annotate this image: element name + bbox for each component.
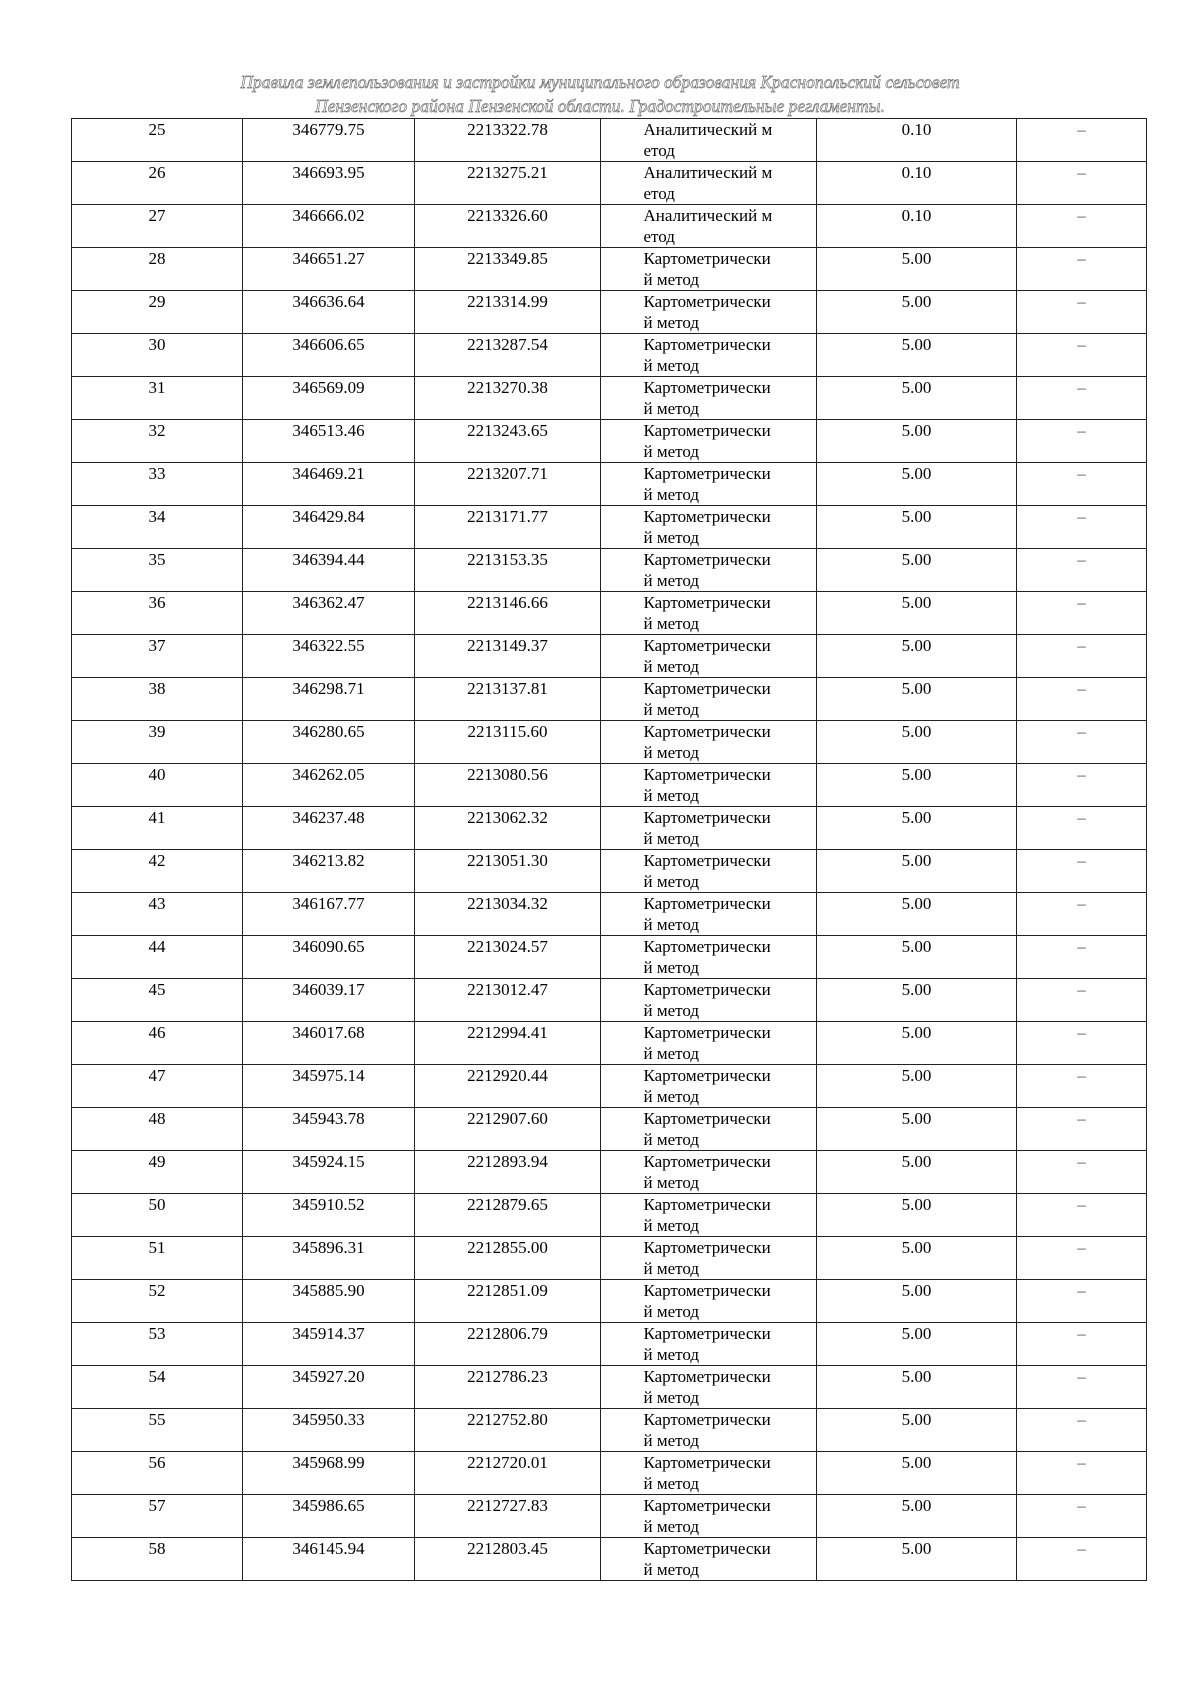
method-cell	[601, 1366, 817, 1409]
method-text: Аналитический метод	[643, 206, 773, 246]
x-coordinate-cell: 346017.68	[243, 1022, 415, 1065]
note-cell: –	[1017, 936, 1147, 979]
x-coordinate-cell: 346237.48	[243, 807, 415, 850]
point-number-cell: 26	[72, 162, 243, 205]
table-row	[72, 420, 1147, 463]
method-cell	[601, 549, 817, 592]
y-coordinate-cell: 2213275.21	[415, 162, 601, 205]
accuracy-cell: 5.00	[817, 1151, 1017, 1194]
method-cell	[601, 893, 817, 936]
accuracy-cell: 5.00	[817, 936, 1017, 979]
note-cell: –	[1017, 1065, 1147, 1108]
table-row	[72, 1538, 1147, 1581]
accuracy-cell: 5.00	[817, 377, 1017, 420]
accuracy-cell: 5.00	[817, 807, 1017, 850]
x-coordinate-cell: 345927.20	[243, 1366, 415, 1409]
method-cell	[601, 1409, 817, 1452]
y-coordinate-cell: 2212803.45	[415, 1538, 601, 1581]
x-coordinate-cell: 346469.21	[243, 463, 415, 506]
x-coordinate-cell: 345910.52	[243, 1194, 415, 1237]
table-row	[72, 1065, 1147, 1108]
y-coordinate-cell: 2213314.99	[415, 291, 601, 334]
method-text: Картометрический метод	[643, 1496, 771, 1536]
x-coordinate-cell: 345914.37	[243, 1323, 415, 1366]
y-coordinate-cell: 2213080.56	[415, 764, 601, 807]
note-cell: –	[1017, 592, 1147, 635]
note-cell: –	[1017, 1022, 1147, 1065]
point-number-cell: 34	[72, 506, 243, 549]
y-coordinate-cell: 2213137.81	[415, 678, 601, 721]
y-coordinate-cell: 2213207.71	[415, 463, 601, 506]
accuracy-cell: 5.00	[817, 506, 1017, 549]
method-cell	[601, 291, 817, 334]
table-row	[72, 807, 1147, 850]
accuracy-cell: 5.00	[817, 850, 1017, 893]
y-coordinate-cell: 2213153.35	[415, 549, 601, 592]
y-coordinate-cell: 2212893.94	[415, 1151, 601, 1194]
point-number-cell: 37	[72, 635, 243, 678]
method-cell	[601, 678, 817, 721]
accuracy-cell: 5.00	[817, 1237, 1017, 1280]
x-coordinate-cell: 346666.02	[243, 205, 415, 248]
point-number-cell: 33	[72, 463, 243, 506]
note-cell: –	[1017, 377, 1147, 420]
method-text: Картометрический метод	[643, 1539, 771, 1579]
method-cell	[601, 119, 817, 162]
point-number-cell: 43	[72, 893, 243, 936]
method-cell	[601, 463, 817, 506]
note-cell: –	[1017, 1538, 1147, 1581]
method-text: Картометрический метод	[643, 1066, 771, 1106]
accuracy-cell: 5.00	[817, 1495, 1017, 1538]
x-coordinate-cell: 346636.64	[243, 291, 415, 334]
point-number-cell: 31	[72, 377, 243, 420]
note-cell: –	[1017, 549, 1147, 592]
method-cell	[601, 1323, 817, 1366]
x-coordinate-cell: 346322.55	[243, 635, 415, 678]
accuracy-cell: 5.00	[817, 334, 1017, 377]
table-row	[72, 334, 1147, 377]
table-row	[72, 291, 1147, 334]
point-number-cell: 29	[72, 291, 243, 334]
method-text: Картометрический метод	[643, 1324, 771, 1364]
table-row	[72, 1022, 1147, 1065]
table-row	[72, 764, 1147, 807]
note-cell: –	[1017, 1452, 1147, 1495]
x-coordinate-cell: 345950.33	[243, 1409, 415, 1452]
x-coordinate-cell: 346145.94	[243, 1538, 415, 1581]
note-cell: –	[1017, 1108, 1147, 1151]
table-row	[72, 1495, 1147, 1538]
accuracy-cell: 5.00	[817, 1280, 1017, 1323]
method-cell	[601, 1065, 817, 1108]
accuracy-cell: 5.00	[817, 764, 1017, 807]
note-cell: –	[1017, 291, 1147, 334]
table-row	[72, 936, 1147, 979]
x-coordinate-cell: 345968.99	[243, 1452, 415, 1495]
point-number-cell: 25	[72, 119, 243, 162]
note-cell: –	[1017, 979, 1147, 1022]
x-coordinate-cell: 346090.65	[243, 936, 415, 979]
method-cell	[601, 764, 817, 807]
note-cell: –	[1017, 1151, 1147, 1194]
x-coordinate-cell: 346779.75	[243, 119, 415, 162]
y-coordinate-cell: 2213326.60	[415, 205, 601, 248]
method-cell	[601, 1022, 817, 1065]
method-cell	[601, 1280, 817, 1323]
note-cell: –	[1017, 1194, 1147, 1237]
table-row	[72, 463, 1147, 506]
accuracy-cell: 5.00	[817, 1409, 1017, 1452]
point-number-cell: 42	[72, 850, 243, 893]
x-coordinate-cell: 346167.77	[243, 893, 415, 936]
x-coordinate-cell: 346569.09	[243, 377, 415, 420]
method-text: Картометрический метод	[643, 335, 771, 375]
note-cell: –	[1017, 1495, 1147, 1538]
method-cell	[601, 979, 817, 1022]
method-text: Картометрический метод	[643, 464, 771, 504]
note-cell: –	[1017, 1237, 1147, 1280]
method-cell	[601, 1151, 817, 1194]
note-cell: –	[1017, 635, 1147, 678]
y-coordinate-cell: 2212879.65	[415, 1194, 601, 1237]
table-row	[72, 119, 1147, 162]
method-text: Картометрический метод	[643, 1367, 771, 1407]
accuracy-cell: 5.00	[817, 1194, 1017, 1237]
x-coordinate-cell: 346280.65	[243, 721, 415, 764]
method-cell	[601, 1452, 817, 1495]
note-cell: –	[1017, 1280, 1147, 1323]
y-coordinate-cell: 2213146.66	[415, 592, 601, 635]
point-number-cell: 50	[72, 1194, 243, 1237]
header-line-1: Правила землепользования и застройки муниципального образования Краснопольский сельсовет	[240, 72, 960, 92]
point-number-cell: 48	[72, 1108, 243, 1151]
point-number-cell: 41	[72, 807, 243, 850]
method-text: Картометрический метод	[643, 1023, 771, 1063]
method-cell	[601, 248, 817, 291]
method-text: Картометрический метод	[643, 292, 771, 332]
point-number-cell: 32	[72, 420, 243, 463]
method-cell	[601, 162, 817, 205]
y-coordinate-cell: 2213115.60	[415, 721, 601, 764]
method-text: Картометрический метод	[643, 722, 771, 762]
point-number-cell: 27	[72, 205, 243, 248]
accuracy-cell: 5.00	[817, 678, 1017, 721]
y-coordinate-cell: 2212994.41	[415, 1022, 601, 1065]
note-cell: –	[1017, 248, 1147, 291]
x-coordinate-cell: 346039.17	[243, 979, 415, 1022]
method-text: Картометрический метод	[643, 765, 771, 805]
header-line-2: Пензенского района Пензенской области. Градостроительные регламенты.	[315, 96, 885, 116]
point-number-cell: 46	[72, 1022, 243, 1065]
note-cell: –	[1017, 850, 1147, 893]
table-row	[72, 1409, 1147, 1452]
method-text: Картометрический метод	[643, 507, 771, 547]
y-coordinate-cell: 2212727.83	[415, 1495, 601, 1538]
table-row	[72, 205, 1147, 248]
table-row	[72, 162, 1147, 205]
method-text: Картометрический метод	[643, 851, 771, 891]
table-row	[72, 1452, 1147, 1495]
table-row	[72, 1366, 1147, 1409]
note-cell: –	[1017, 807, 1147, 850]
method-cell	[601, 1495, 817, 1538]
accuracy-cell: 0.10	[817, 205, 1017, 248]
table-row	[72, 377, 1147, 420]
accuracy-cell: 0.10	[817, 119, 1017, 162]
y-coordinate-cell: 2213062.32	[415, 807, 601, 850]
table-row	[72, 635, 1147, 678]
method-text: Картометрический метод	[643, 1453, 771, 1493]
method-cell	[601, 420, 817, 463]
point-number-cell: 57	[72, 1495, 243, 1538]
method-cell	[601, 1108, 817, 1151]
note-cell: –	[1017, 1323, 1147, 1366]
x-coordinate-cell: 345975.14	[243, 1065, 415, 1108]
point-number-cell: 39	[72, 721, 243, 764]
point-number-cell: 47	[72, 1065, 243, 1108]
accuracy-cell: 5.00	[817, 1108, 1017, 1151]
x-coordinate-cell: 345986.65	[243, 1495, 415, 1538]
y-coordinate-cell: 2213243.65	[415, 420, 601, 463]
coordinates-table	[71, 118, 1147, 1581]
point-number-cell: 58	[72, 1538, 243, 1581]
method-text: Картометрический метод	[643, 980, 771, 1020]
coordinates-table-body	[72, 119, 1147, 1581]
note-cell: –	[1017, 764, 1147, 807]
method-cell	[601, 506, 817, 549]
y-coordinate-cell: 2213024.57	[415, 936, 601, 979]
method-cell	[601, 850, 817, 893]
y-coordinate-cell: 2212752.80	[415, 1409, 601, 1452]
method-text: Картометрический метод	[643, 1152, 771, 1192]
y-coordinate-cell: 2213012.47	[415, 979, 601, 1022]
method-text: Картометрический метод	[643, 894, 771, 934]
method-text: Картометрический метод	[643, 593, 771, 633]
x-coordinate-cell: 345943.78	[243, 1108, 415, 1151]
x-coordinate-cell: 346651.27	[243, 248, 415, 291]
accuracy-cell: 5.00	[817, 1323, 1017, 1366]
y-coordinate-cell: 2213287.54	[415, 334, 601, 377]
y-coordinate-cell: 2213322.78	[415, 119, 601, 162]
table-row	[72, 1323, 1147, 1366]
method-cell	[601, 1194, 817, 1237]
method-cell	[601, 1538, 817, 1581]
note-cell: –	[1017, 1366, 1147, 1409]
note-cell: –	[1017, 893, 1147, 936]
point-number-cell: 30	[72, 334, 243, 377]
method-text: Картометрический метод	[643, 808, 771, 848]
note-cell: –	[1017, 506, 1147, 549]
accuracy-cell: 5.00	[817, 248, 1017, 291]
table-row	[72, 1151, 1147, 1194]
accuracy-cell: 5.00	[817, 420, 1017, 463]
x-coordinate-cell: 346429.84	[243, 506, 415, 549]
table-row	[72, 1237, 1147, 1280]
point-number-cell: 54	[72, 1366, 243, 1409]
table-row	[72, 1108, 1147, 1151]
y-coordinate-cell: 2212786.23	[415, 1366, 601, 1409]
table-row	[72, 721, 1147, 764]
y-coordinate-cell: 2213171.77	[415, 506, 601, 549]
table-row	[72, 850, 1147, 893]
point-number-cell: 49	[72, 1151, 243, 1194]
method-text: Картометрический метод	[643, 1281, 771, 1321]
x-coordinate-cell: 346606.65	[243, 334, 415, 377]
x-coordinate-cell: 345885.90	[243, 1280, 415, 1323]
table-row	[72, 1280, 1147, 1323]
x-coordinate-cell: 346298.71	[243, 678, 415, 721]
method-text: Картометрический метод	[643, 679, 771, 719]
method-text: Картометрический метод	[643, 421, 771, 461]
note-cell: –	[1017, 463, 1147, 506]
accuracy-cell: 5.00	[817, 1538, 1017, 1581]
note-cell: –	[1017, 678, 1147, 721]
y-coordinate-cell: 2212851.09	[415, 1280, 601, 1323]
x-coordinate-cell: 346394.44	[243, 549, 415, 592]
table-row	[72, 248, 1147, 291]
x-coordinate-cell: 346262.05	[243, 764, 415, 807]
accuracy-cell: 0.10	[817, 162, 1017, 205]
y-coordinate-cell: 2213149.37	[415, 635, 601, 678]
point-number-cell: 53	[72, 1323, 243, 1366]
y-coordinate-cell: 2212806.79	[415, 1323, 601, 1366]
table-row	[72, 678, 1147, 721]
method-cell	[601, 936, 817, 979]
method-cell	[601, 807, 817, 850]
method-text: Аналитический метод	[643, 120, 773, 160]
accuracy-cell: 5.00	[817, 463, 1017, 506]
note-cell: –	[1017, 205, 1147, 248]
accuracy-cell: 5.00	[817, 721, 1017, 764]
x-coordinate-cell: 346513.46	[243, 420, 415, 463]
method-text: Картометрический метод	[643, 378, 771, 418]
table-row	[72, 1194, 1147, 1237]
method-text: Картометрический метод	[643, 1410, 771, 1450]
note-cell: –	[1017, 721, 1147, 764]
y-coordinate-cell: 2213034.32	[415, 893, 601, 936]
note-cell: –	[1017, 119, 1147, 162]
x-coordinate-cell: 346213.82	[243, 850, 415, 893]
accuracy-cell: 5.00	[817, 291, 1017, 334]
y-coordinate-cell: 2212907.60	[415, 1108, 601, 1151]
point-number-cell: 44	[72, 936, 243, 979]
note-cell: –	[1017, 420, 1147, 463]
point-number-cell: 56	[72, 1452, 243, 1495]
method-text: Картометрический метод	[643, 249, 771, 289]
x-coordinate-cell: 346362.47	[243, 592, 415, 635]
point-number-cell: 52	[72, 1280, 243, 1323]
method-cell	[601, 205, 817, 248]
accuracy-cell: 5.00	[817, 1022, 1017, 1065]
method-text: Картометрический метод	[643, 636, 771, 676]
note-cell: –	[1017, 1409, 1147, 1452]
accuracy-cell: 5.00	[817, 893, 1017, 936]
point-number-cell: 28	[72, 248, 243, 291]
method-text: Картометрический метод	[643, 937, 771, 977]
table-row	[72, 592, 1147, 635]
accuracy-cell: 5.00	[817, 1366, 1017, 1409]
point-number-cell: 55	[72, 1409, 243, 1452]
table-row	[72, 549, 1147, 592]
accuracy-cell: 5.00	[817, 592, 1017, 635]
y-coordinate-cell: 2213051.30	[415, 850, 601, 893]
accuracy-cell: 5.00	[817, 979, 1017, 1022]
method-cell	[601, 1237, 817, 1280]
method-cell	[601, 635, 817, 678]
method-text: Картометрический метод	[643, 1195, 771, 1235]
accuracy-cell: 5.00	[817, 1452, 1017, 1495]
page-header	[0, 70, 1200, 118]
y-coordinate-cell: 2213349.85	[415, 248, 601, 291]
method-cell	[601, 592, 817, 635]
method-text: Картометрический метод	[643, 1109, 771, 1149]
method-text: Картометрический метод	[643, 1238, 771, 1278]
y-coordinate-cell: 2212720.01	[415, 1452, 601, 1495]
point-number-cell: 51	[72, 1237, 243, 1280]
method-cell	[601, 721, 817, 764]
method-cell	[601, 334, 817, 377]
point-number-cell: 36	[72, 592, 243, 635]
point-number-cell: 38	[72, 678, 243, 721]
method-text: Картометрический метод	[643, 550, 771, 590]
note-cell: –	[1017, 162, 1147, 205]
x-coordinate-cell: 345924.15	[243, 1151, 415, 1194]
point-number-cell: 35	[72, 549, 243, 592]
method-cell	[601, 377, 817, 420]
x-coordinate-cell: 345896.31	[243, 1237, 415, 1280]
x-coordinate-cell: 346693.95	[243, 162, 415, 205]
table-row	[72, 506, 1147, 549]
y-coordinate-cell: 2213270.38	[415, 377, 601, 420]
table-row	[72, 893, 1147, 936]
point-number-cell: 45	[72, 979, 243, 1022]
table-row	[72, 979, 1147, 1022]
accuracy-cell: 5.00	[817, 549, 1017, 592]
y-coordinate-cell: 2212855.00	[415, 1237, 601, 1280]
accuracy-cell: 5.00	[817, 1065, 1017, 1108]
point-number-cell: 40	[72, 764, 243, 807]
method-text: Аналитический метод	[643, 163, 773, 203]
accuracy-cell: 5.00	[817, 635, 1017, 678]
note-cell: –	[1017, 334, 1147, 377]
y-coordinate-cell: 2212920.44	[415, 1065, 601, 1108]
